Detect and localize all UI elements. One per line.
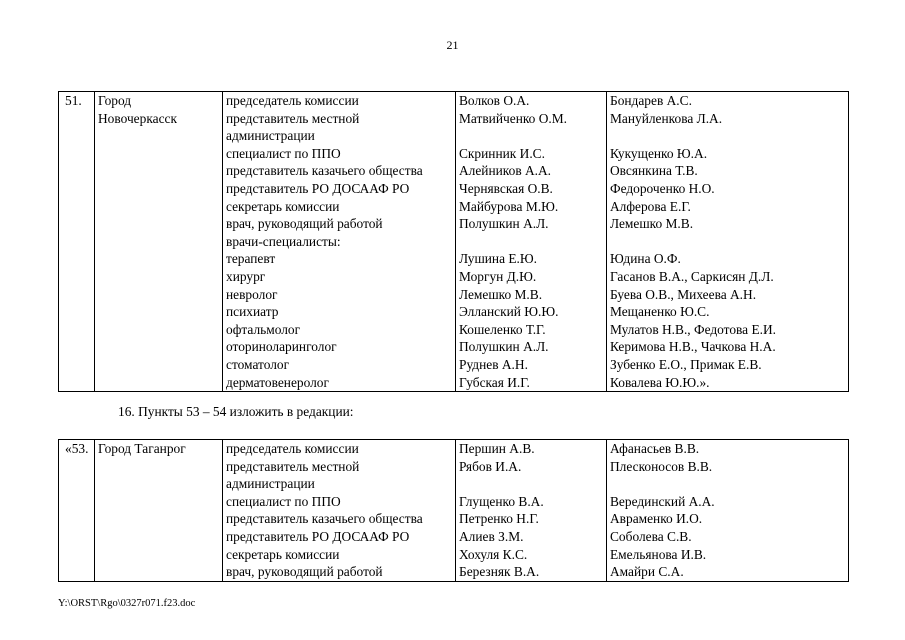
role-cell [223, 440, 456, 582]
role-label: терапевт [226, 251, 276, 267]
item-number-cell [59, 440, 95, 582]
reserve-member-name: Овсянкина Т.В. [610, 163, 698, 179]
reserve-member-name: Кукущенко Ю.А. [610, 145, 708, 161]
role-label: врач, руководящий работой [226, 216, 383, 232]
primary-member-name: Березняк В.А. [459, 564, 540, 580]
city-name: Новочеркасск [98, 110, 177, 126]
role-label: председатель комиссии [226, 441, 359, 456]
role-label: представитель местной [226, 458, 360, 474]
primary-member-name: Майбурова М.Ю. [459, 198, 559, 214]
primary-member-name: Полушкин А.Л. [459, 216, 549, 232]
line-spacer [610, 475, 848, 493]
city-cell [95, 92, 223, 392]
primary-member-name: Лушина Е.Ю. [459, 251, 538, 267]
reserve-member-name: Афанасьев В.В. [610, 441, 700, 456]
primary-member-name: Хохуля К.С. [459, 546, 528, 562]
reserve-member-name: Гасанов В.А., Саркисян Д.Л. [610, 268, 774, 284]
primary-member-name: Алиев З.М. [459, 528, 524, 544]
primary-member-name: Волков О.А. [459, 93, 530, 108]
reserve-member-name: Мануйленкова Л.А. [610, 110, 723, 126]
role-label: администрации [226, 128, 315, 144]
reserve-member-name: Соболева С.В. [610, 528, 692, 544]
primary-member-name: Губская И.Г. [459, 374, 530, 390]
primary-member-name: Руднев А.Н. [459, 356, 528, 372]
role-label: врач, руководящий работой [226, 564, 383, 580]
primary-member-name: Глущенко В.А. [459, 493, 544, 509]
role-label: представитель местной [226, 110, 360, 126]
role-label: представитель РО ДОСААФ РО [226, 180, 410, 196]
role-label: представитель казачьего общества [226, 163, 423, 179]
reserve-member-cell [607, 92, 849, 392]
page-number: 21 [446, 38, 459, 52]
commission-table-taganrog [58, 439, 849, 582]
primary-member-cell [456, 440, 607, 582]
primary-member-name: Першин А.В. [459, 441, 535, 456]
line-spacer [459, 127, 606, 145]
primary-member-name: Скринник И.С. [459, 145, 545, 161]
item-number: 51. [65, 93, 82, 108]
file-path-footer: Y:\ORST\Rgo\0327r071.f23.doc [58, 598, 196, 609]
role-cell [223, 92, 456, 392]
role-label: стоматолог [226, 356, 290, 372]
reserve-member-name: Алферова Е.Г. [610, 198, 691, 214]
role-label: представитель казачьего общества [226, 511, 423, 527]
role-label: офтальмолог [226, 321, 301, 337]
primary-member-name: Чернявская О.В. [459, 180, 553, 196]
primary-member-name: Лемешко М.В. [459, 286, 543, 302]
role-label: специалист по ППО [226, 493, 341, 509]
role-label: психиатр [226, 304, 279, 320]
table-row [59, 440, 849, 582]
primary-member-name: Кошеленко Т.Г. [459, 321, 546, 337]
city-name: Город [98, 93, 132, 108]
reserve-member-name: Зубенко Е.О., Примак Е.В. [610, 356, 762, 372]
role-label: хирург [226, 268, 266, 284]
reserve-member-name: Ковалева Ю.Ю.». [610, 374, 710, 390]
item-number-cell [59, 92, 95, 392]
reserve-member-cell [607, 440, 849, 582]
role-label: председатель комиссии [226, 93, 359, 108]
primary-member-name: Элланский Ю.Ю. [459, 304, 559, 320]
role-label: секретарь комиссии [226, 198, 340, 214]
city-cell [95, 440, 223, 582]
city-name: Город Таганрог [98, 441, 186, 456]
primary-member-name: Полушкин А.Л. [459, 339, 549, 355]
role-label: администрации [226, 476, 315, 492]
reserve-member-name: Федороченко Н.О. [610, 180, 715, 196]
reserve-member-name: Плесконосов В.В. [610, 458, 713, 474]
role-label: оториноларинголог [226, 339, 337, 355]
primary-member-name: Моргун Д.Ю. [459, 268, 537, 284]
reserve-member-name: Мулатов Н.В., Федотова Е.И. [610, 321, 777, 337]
item-number: «53. [65, 441, 89, 456]
reserve-member-name: Мещаненко Ю.С. [610, 304, 710, 320]
reserve-member-name: Буева О.В., Михеева А.Н. [610, 286, 757, 302]
reserve-member-name: Керимова Н.В., Чачкова Н.А. [610, 339, 776, 355]
role-label: секретарь комиссии [226, 546, 340, 562]
primary-member-name: Рябов И.А. [459, 458, 522, 474]
primary-member-name: Петренко Н.Г. [459, 511, 539, 527]
reserve-member-name: Верединский А.А. [610, 493, 715, 509]
line-spacer [610, 127, 848, 145]
role-label: специалист по ППО [226, 145, 341, 161]
instruction-text: 16. Пункты 53 – 54 изложить в редакции: [118, 404, 354, 419]
reserve-member-name: Амайри С.А. [610, 564, 684, 580]
role-label: дерматовенеролог [226, 374, 329, 390]
reserve-member-name: Авраменко И.О. [610, 511, 703, 527]
role-label: врачи-специалисты: [226, 233, 341, 249]
primary-member-name: Алейников А.А. [459, 163, 552, 179]
reserve-member-name: Емельянова И.В. [610, 546, 707, 562]
role-label: невролог [226, 286, 278, 302]
primary-member-name [459, 233, 606, 251]
table-row [59, 92, 849, 392]
commission-table-novocherkassk [58, 91, 849, 392]
primary-member-name: Матвийченко О.М. [459, 110, 567, 126]
reserve-member-name: Юдина О.Ф. [610, 251, 681, 267]
reserve-member-name: Лемешко М.В. [610, 216, 694, 232]
reserve-member-name [610, 233, 848, 251]
reserve-member-name: Бондарев А.С. [610, 93, 692, 108]
line-spacer [459, 475, 606, 493]
role-label: представитель РО ДОСААФ РО [226, 528, 410, 544]
primary-member-cell [456, 92, 607, 392]
